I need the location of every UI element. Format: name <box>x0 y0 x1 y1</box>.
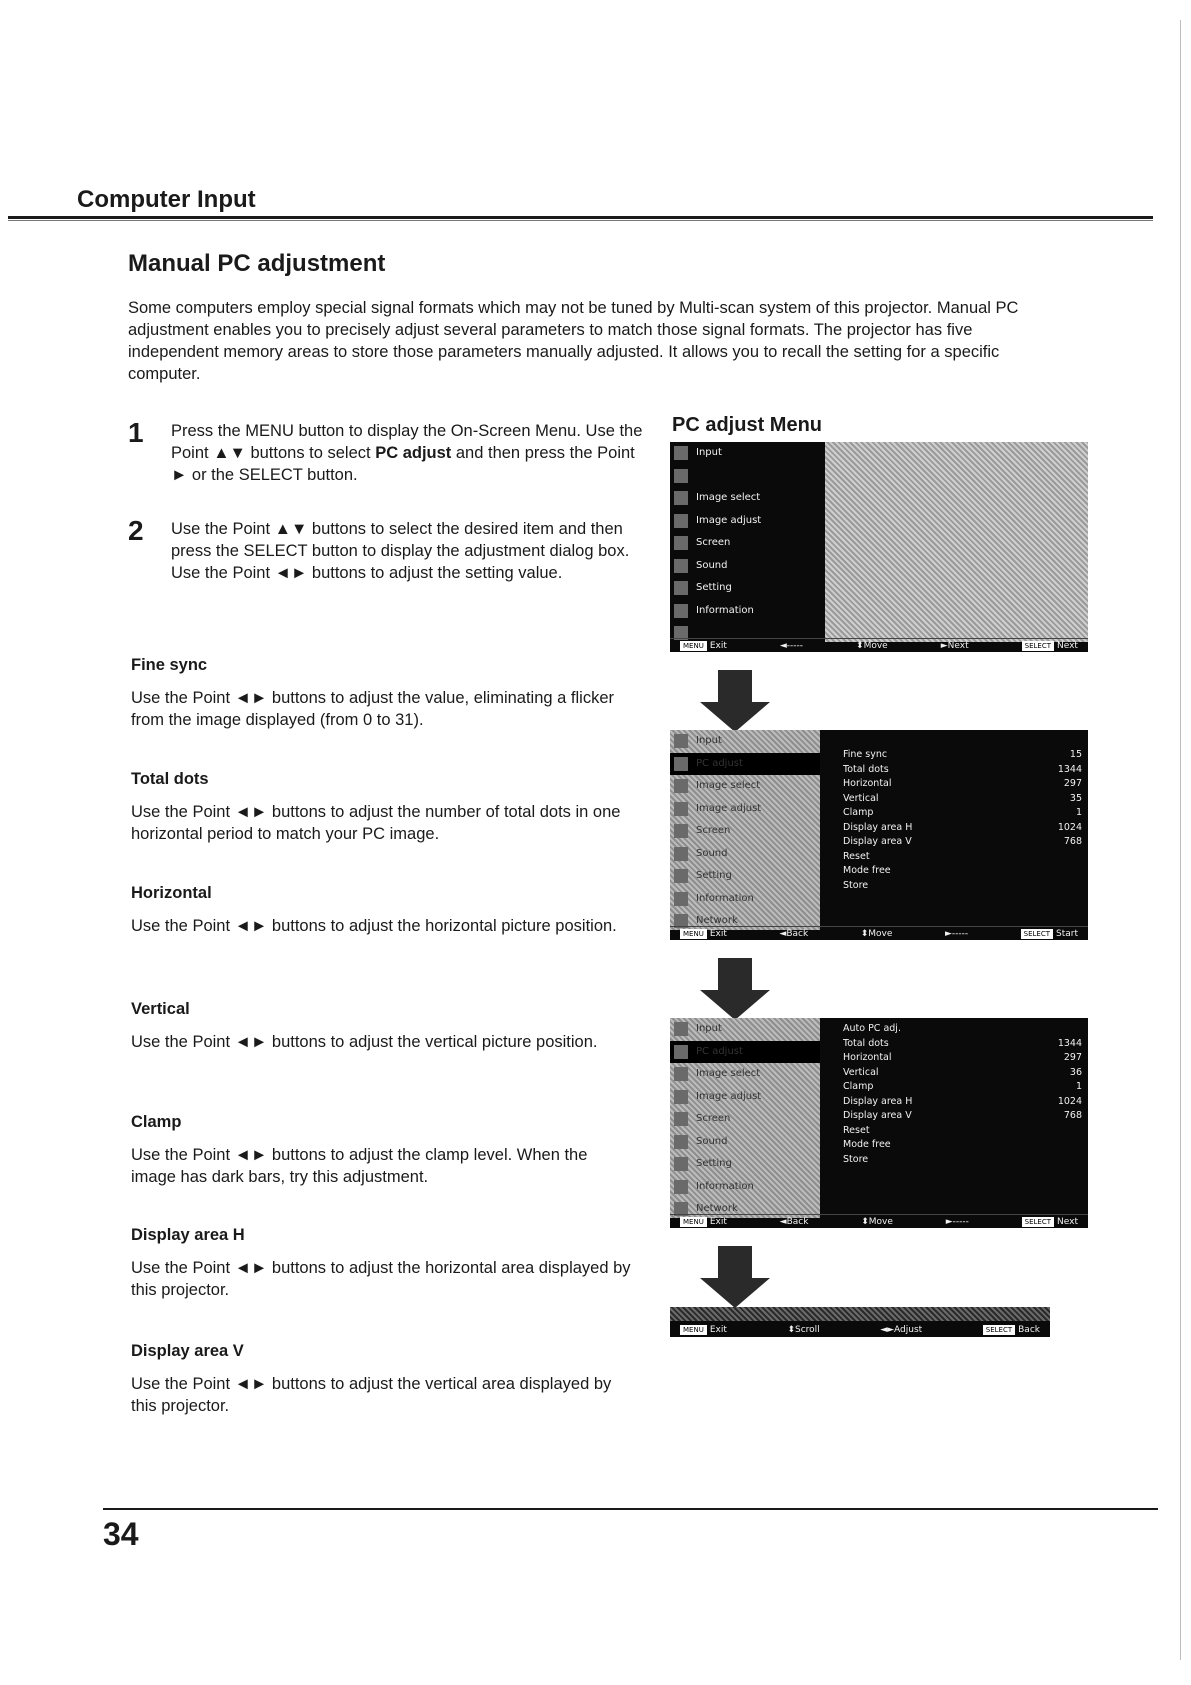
image-adjust-icon <box>674 1090 688 1104</box>
select-badge: SELECT <box>1021 929 1053 939</box>
osd-menu-label: Image select <box>696 492 761 503</box>
osd-menu-item[interactable] <box>670 510 820 533</box>
adjust-value: 1 <box>1075 1081 1082 1092</box>
osd-status-bar <box>670 1323 1050 1337</box>
select-badge: SELECT <box>1022 641 1054 651</box>
down-arrow-icon <box>700 670 770 732</box>
header-rule-thin <box>8 220 1153 221</box>
status-exit <box>680 1323 727 1337</box>
adjust-value: 1 <box>1075 807 1082 818</box>
osd-adjust-row[interactable] <box>825 850 1088 865</box>
adjust-value: 768 <box>1063 836 1082 847</box>
osd-menu-item[interactable] <box>670 1108 820 1131</box>
step-text-bold: PC adjust <box>375 444 452 462</box>
setting-icon <box>674 1157 688 1171</box>
param-fine-sync <box>131 656 631 731</box>
status-back: ◄----- <box>779 641 804 651</box>
osd-pc-adjust-menu <box>670 730 1088 940</box>
osd-adjust-row[interactable] <box>825 821 1088 836</box>
screen-icon <box>674 824 688 838</box>
osd-adjust-row[interactable] <box>825 864 1088 879</box>
header-rule <box>8 216 1153 219</box>
input-icon <box>674 1022 688 1036</box>
footer-rule <box>103 1508 1158 1510</box>
osd-menu-label: Input <box>696 735 722 746</box>
intro-paragraph: Some computers employ special signal formats which may not be tuned by Multi-scan system of this projector. Manual PC adjustment enables you to precisely adjust several parameters to match those signal formats. The projector has five independent memory areas to store those parameters manually adjusted. It allows you to recall the setting for a specific computer. <box>128 299 1019 383</box>
menu-badge: MENU <box>680 1217 707 1227</box>
adjust-label: Store <box>843 1153 869 1165</box>
status-move: ⬍Move <box>861 1217 893 1227</box>
step-1 <box>128 417 648 486</box>
pc-adjust-icon <box>674 1045 688 1059</box>
status-exit <box>680 639 727 652</box>
osd-adjust-row[interactable] <box>825 835 1088 850</box>
osd-adjust-row[interactable] <box>825 1080 1088 1095</box>
adjust-label: Fine sync <box>843 749 888 760</box>
menu-badge: MENU <box>680 929 707 939</box>
osd-adjust-slider[interactable] <box>670 1307 1050 1321</box>
osd-adjust-list <box>825 1018 1088 1167</box>
menu-badge: MENU <box>680 1325 707 1335</box>
down-arrow-icon <box>700 1246 770 1308</box>
image-adjust-icon <box>674 514 688 528</box>
status-select <box>1022 639 1078 652</box>
osd-adjust-row[interactable] <box>825 792 1088 807</box>
param-title: Total dots <box>131 770 209 788</box>
osd-menu-label: Screen <box>696 825 731 836</box>
status-move: ⬍Move <box>860 929 893 939</box>
param-title: Vertical <box>131 1000 190 1018</box>
osd-menu-label: Screen <box>696 537 731 548</box>
status-scroll: ⬍Scroll <box>787 1325 820 1335</box>
adjust-label: Clamp <box>843 1081 874 1092</box>
step-number: 2 <box>128 515 144 546</box>
osd-menu-item[interactable] <box>670 820 820 843</box>
screen-label: PC adjust Menu <box>672 414 823 436</box>
osd-menu-item[interactable] <box>670 1086 820 1109</box>
adjust-label: Mode free <box>843 865 891 876</box>
osd-adjust-row[interactable] <box>825 806 1088 821</box>
osd-adjust-row[interactable] <box>825 1037 1088 1052</box>
screen-icon <box>674 1112 688 1126</box>
image-adjust-icon <box>674 802 688 816</box>
osd-pc-adjust-menu-auto <box>670 1018 1088 1228</box>
osd-menu-label: Network <box>696 915 738 926</box>
scan-edge-line <box>1180 20 1181 1660</box>
osd-menu-item[interactable] <box>670 865 820 888</box>
input-icon <box>674 734 688 748</box>
osd-menu-item[interactable] <box>670 798 820 821</box>
osd-adjust-row[interactable] <box>825 1109 1088 1124</box>
adjust-value: 1344 <box>1057 763 1082 775</box>
osd-status-bar <box>670 638 1088 652</box>
param-title: Display area H <box>131 1226 245 1244</box>
adjust-label: Vertical <box>843 792 879 804</box>
screen-icon <box>674 536 688 550</box>
osd-menu-item[interactable] <box>670 577 820 600</box>
adjust-label: Display area H <box>843 1095 913 1107</box>
osd-menu-label: Setting <box>696 870 732 881</box>
status-back <box>983 1323 1040 1337</box>
sound-icon <box>674 847 688 861</box>
step-text <box>171 420 648 486</box>
osd-adjust-row[interactable] <box>825 1153 1088 1168</box>
osd-menu-item[interactable] <box>670 555 820 578</box>
adjust-value: 768 <box>1063 1110 1082 1121</box>
adjust-label: Horizontal <box>843 778 892 789</box>
image-select-icon <box>674 1067 688 1081</box>
osd-menu-item[interactable] <box>670 600 820 623</box>
status-move: ⬍Move <box>856 641 888 651</box>
osd-menu-label: Image adjust <box>696 1090 762 1102</box>
input-icon <box>674 446 688 460</box>
step-text-b: and then press the Point ► or the SELECT button. <box>171 444 635 484</box>
osd-menu-list <box>670 442 820 642</box>
osd-menu-label: Image select <box>696 1068 761 1079</box>
status-select <box>1022 1215 1078 1228</box>
adjust-value: 1344 <box>1057 1037 1082 1049</box>
status-exit <box>680 927 727 940</box>
status-select-label: Next <box>1056 641 1078 651</box>
adjust-label: Reset <box>843 1124 870 1136</box>
osd-menu-label: Setting <box>696 1158 732 1169</box>
adjust-label: Horizontal <box>843 1052 892 1063</box>
param-title: Display area V <box>131 1342 244 1360</box>
osd-menu-item[interactable] <box>670 532 820 555</box>
osd-menu-label: Sound <box>696 847 728 859</box>
adjust-value: 297 <box>1063 1052 1082 1063</box>
adjust-label: Reset <box>843 850 870 862</box>
step-text: Use the Point ▲▼ buttons to select the desired item and then press the SELECT button to display the adjustment dialog box. Use the Point ◄► buttons to adjust the setting value. <box>171 520 630 582</box>
osd-menu-label: Image adjust <box>696 802 762 814</box>
status-back-label: Back <box>1018 1325 1040 1335</box>
osd-adjust-row[interactable] <box>825 1066 1088 1081</box>
osd-status-bar <box>670 926 1088 940</box>
osd-menu-label: Information <box>696 604 754 616</box>
osd-menu-item[interactable] <box>670 888 820 911</box>
param-title: Clamp <box>131 1113 182 1131</box>
page-title: Manual PC adjustment <box>128 250 386 277</box>
adjust-value: 297 <box>1063 778 1082 789</box>
status-back: ◄Back <box>779 1217 809 1227</box>
osd-adjust-row[interactable] <box>825 1124 1088 1139</box>
osd-adjust-dialog <box>670 1307 1050 1337</box>
status-exit-label: Exit <box>709 641 727 651</box>
status-select-label: Next <box>1057 1217 1078 1227</box>
status-select-label: Start <box>1056 929 1078 939</box>
setting-icon <box>674 869 688 883</box>
section-header: Computer Input <box>77 186 256 213</box>
pc-adjust-icon <box>674 757 688 771</box>
adjust-label: Total dots <box>843 1037 889 1049</box>
osd-menu-item-selected[interactable] <box>670 1041 820 1064</box>
step-number: 1 <box>128 417 144 448</box>
osd-menu-label: Input <box>696 447 722 458</box>
osd-adjust-row[interactable] <box>825 777 1088 792</box>
osd-status-bar <box>670 1214 1088 1228</box>
sound-icon <box>674 1135 688 1149</box>
osd-adjust-row[interactable] <box>825 763 1088 778</box>
step-text-a: Press the MENU button to display the On-Screen Menu. Use the Point ▲▼ buttons to select <box>171 422 643 462</box>
page-number: 34 <box>103 1516 139 1552</box>
adjust-label: Display area V <box>843 836 912 847</box>
status-adjust: ◄►Adjust <box>880 1325 923 1335</box>
osd-adjust-row[interactable] <box>825 1138 1088 1153</box>
information-icon <box>674 1180 688 1194</box>
osd-menu-label: Information <box>696 892 754 904</box>
osd-adjust-panel <box>825 1018 1088 1218</box>
osd-submenu-panel <box>825 442 1088 642</box>
step-2 <box>128 515 648 584</box>
osd-menu-item[interactable] <box>670 775 820 798</box>
osd-menu-label: Network <box>696 1203 738 1214</box>
param-horizontal <box>131 884 631 937</box>
osd-main-menu <box>670 442 1088 652</box>
osd-menu-label: PC adjust <box>696 1045 743 1057</box>
status-next: ►----- <box>945 1217 969 1227</box>
status-back: ◄Back <box>779 929 809 939</box>
image-select-icon <box>674 779 688 793</box>
adjust-label: Display area V <box>843 1110 912 1121</box>
param-title: Fine sync <box>131 656 208 674</box>
adjust-value: 1024 <box>1057 1095 1082 1107</box>
adjust-label: Vertical <box>843 1066 879 1078</box>
select-badge: SELECT <box>983 1325 1015 1335</box>
param-text: Use the Point ◄► buttons to adjust the horizontal picture position. <box>131 917 617 935</box>
select-badge: SELECT <box>1022 1217 1054 1227</box>
osd-menu-item[interactable] <box>670 730 820 753</box>
adjust-value: 36 <box>1069 1066 1082 1078</box>
information-icon <box>674 604 688 618</box>
param-text: Use the Point ◄► buttons to adjust the horizontal area displayed by this projector. <box>131 1259 631 1299</box>
osd-adjust-row[interactable] <box>825 1095 1088 1110</box>
param-display-area-v <box>131 1342 631 1417</box>
image-select-icon <box>674 491 688 505</box>
status-select <box>1021 927 1078 940</box>
information-icon <box>674 892 688 906</box>
osd-menu-item[interactable] <box>670 442 820 465</box>
osd-adjust-row[interactable] <box>825 1022 1088 1037</box>
param-total-dots <box>131 770 631 845</box>
status-exit-label: Exit <box>709 929 727 939</box>
adjust-label: Total dots <box>843 763 889 775</box>
adjust-label: Auto PC adj. <box>843 1023 901 1034</box>
osd-menu-item[interactable] <box>670 1018 820 1041</box>
osd-menu-label: Information <box>696 1180 754 1192</box>
setting-icon <box>674 581 688 595</box>
osd-menu-list <box>670 1018 820 1218</box>
adjust-label: Mode free <box>843 1139 891 1150</box>
param-text: Use the Point ◄► buttons to adjust the vertical picture position. <box>131 1033 598 1051</box>
osd-menu-label: Input <box>696 1023 722 1034</box>
osd-menu-label: Sound <box>696 1135 728 1147</box>
status-next: ►----- <box>944 929 969 939</box>
osd-adjust-row[interactable] <box>825 748 1088 763</box>
osd-menu-label: Sound <box>696 559 728 571</box>
osd-menu-item-selected[interactable] <box>670 753 820 776</box>
pc-adjust-icon <box>674 469 688 483</box>
param-display-area-h <box>131 1226 631 1301</box>
status-exit <box>680 1215 727 1228</box>
osd-menu-list <box>670 730 820 930</box>
down-arrow-icon <box>700 958 770 1020</box>
param-text: Use the Point ◄► buttons to adjust the vertical area displayed by this projector. <box>131 1375 612 1415</box>
menu-badge: MENU <box>680 641 707 651</box>
sound-icon <box>674 559 688 573</box>
osd-menu-label: Image select <box>696 780 761 791</box>
osd-menu-label: Image adjust <box>696 514 762 526</box>
osd-menu-item[interactable] <box>670 1176 820 1199</box>
adjust-value: 15 <box>1069 749 1082 760</box>
param-clamp <box>131 1113 631 1188</box>
osd-menu-label: Setting <box>696 582 732 593</box>
osd-adjust-panel <box>825 730 1088 930</box>
osd-menu-item[interactable] <box>670 487 820 510</box>
status-next: ►Next <box>940 641 969 651</box>
osd-menu-item[interactable] <box>670 1131 820 1154</box>
param-text: Use the Point ◄► buttons to adjust the value, eliminating a flicker from the image displayed (from 0 to 31). <box>131 689 614 729</box>
osd-menu-label: PC adjust <box>696 757 743 769</box>
adjust-value: 1024 <box>1057 821 1082 833</box>
osd-menu-item[interactable] <box>670 843 820 866</box>
adjust-label: Display area H <box>843 821 913 833</box>
adjust-label: Store <box>843 879 869 891</box>
param-text: Use the Point ◄► buttons to adjust the clamp level. When the image has dark bars, try this adjustment. <box>131 1146 588 1186</box>
osd-adjust-list <box>825 730 1088 893</box>
param-vertical <box>131 1000 631 1053</box>
osd-adjust-row[interactable] <box>825 879 1088 894</box>
osd-adjust-row[interactable] <box>825 1051 1088 1066</box>
adjust-label: Clamp <box>843 807 874 818</box>
osd-menu-item[interactable] <box>670 1063 820 1086</box>
osd-menu-item[interactable] <box>670 1153 820 1176</box>
osd-menu-label: Screen <box>696 1113 731 1124</box>
adjust-value: 35 <box>1069 792 1082 804</box>
param-text: Use the Point ◄► buttons to adjust the number of total dots in one horizontal period to match your PC image. <box>131 803 621 843</box>
osd-menu-item[interactable] <box>670 465 820 488</box>
status-exit-label: Exit <box>709 1325 727 1335</box>
status-exit-label: Exit <box>709 1217 727 1227</box>
param-title: Horizontal <box>131 884 212 902</box>
